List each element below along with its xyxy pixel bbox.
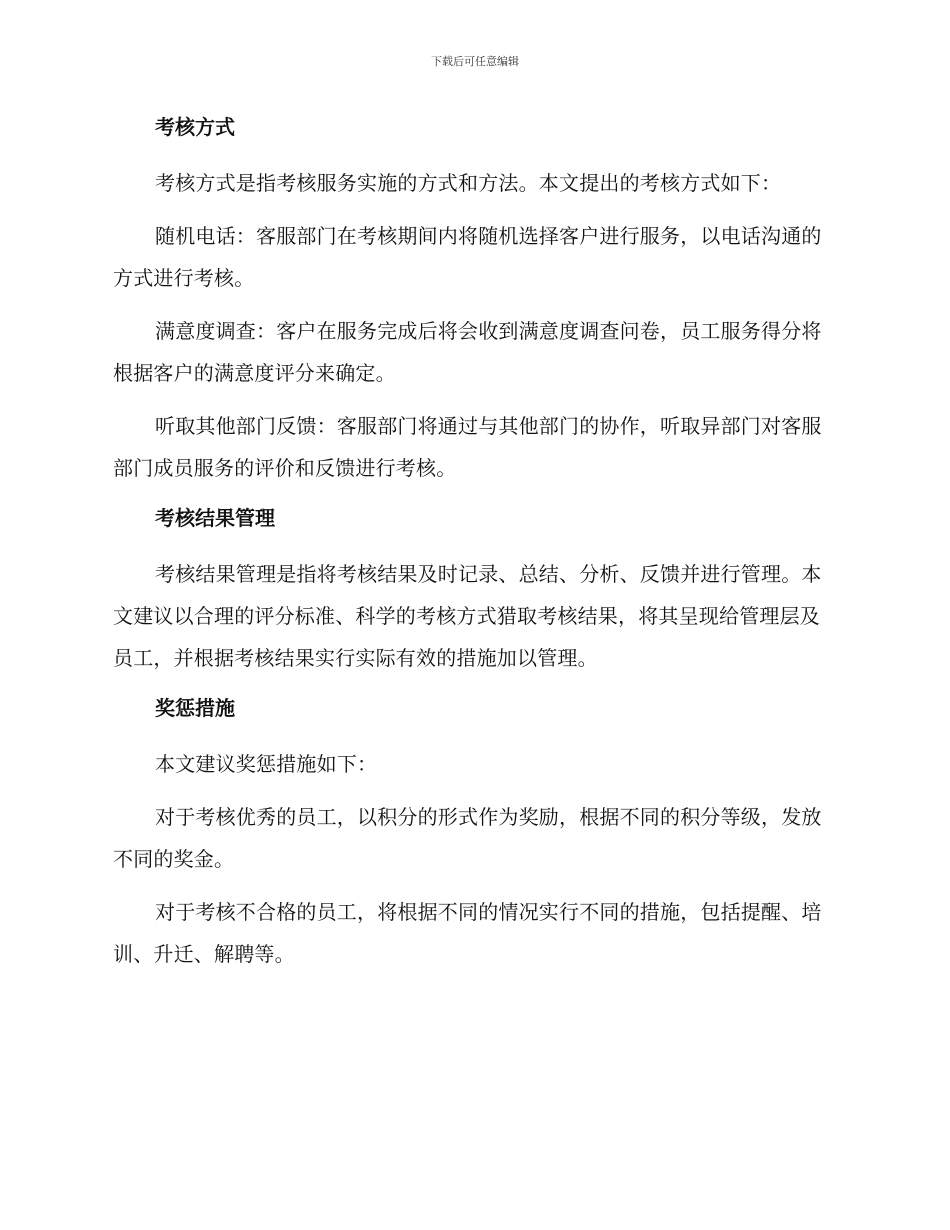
paragraph: 考核方式是指考核服务实施的方式和方法。本文提出的考核方式如下： bbox=[155, 171, 782, 195]
paragraph: 本文建议奖惩措施如下： bbox=[155, 752, 378, 776]
document-body bbox=[113, 109, 833, 986]
page-header-note: 下载后可任意编辑 bbox=[431, 55, 519, 68]
section-heading-rewards-penalties: 奖惩措施 bbox=[155, 696, 235, 720]
section-heading-result-management: 考核结果管理 bbox=[155, 506, 275, 530]
paragraph: 对于考核优秀的员工，以积分的形式作为奖励，根据不同的积分等级，发放不同的奖金。 bbox=[113, 805, 822, 871]
paragraph: 随机电话：客服部门在考核期间内将随机选择客户进行服务，以电话沟通的方式进行考核。 bbox=[113, 224, 822, 290]
paragraph: 考核结果管理是指将考核结果及时记录、总结、分析、反馈并进行管理。本文建议以合理的评分标准、科学的考核方式猎取考核结果，将其呈现给管理层及员工，并根据考核结果实行实际有效的措施加以管理。 bbox=[113, 562, 822, 670]
paragraph: 满意度调查：客户在服务完成后将会收到满意度调查问卷，员工服务得分将根据客户的满意度评分来确定。 bbox=[113, 319, 822, 385]
section-heading-assessment-method: 考核方式 bbox=[155, 115, 235, 139]
paragraph: 对于考核不合格的员工，将根据不同的情况实行不同的措施，包括提醒、培训、升迁、解聘等。 bbox=[113, 900, 822, 966]
paragraph: 听取其他部门反馈：客服部门将通过与其他部门的协作，听取异部门对客服部门成员服务的评价和反馈进行考核。 bbox=[113, 414, 822, 480]
